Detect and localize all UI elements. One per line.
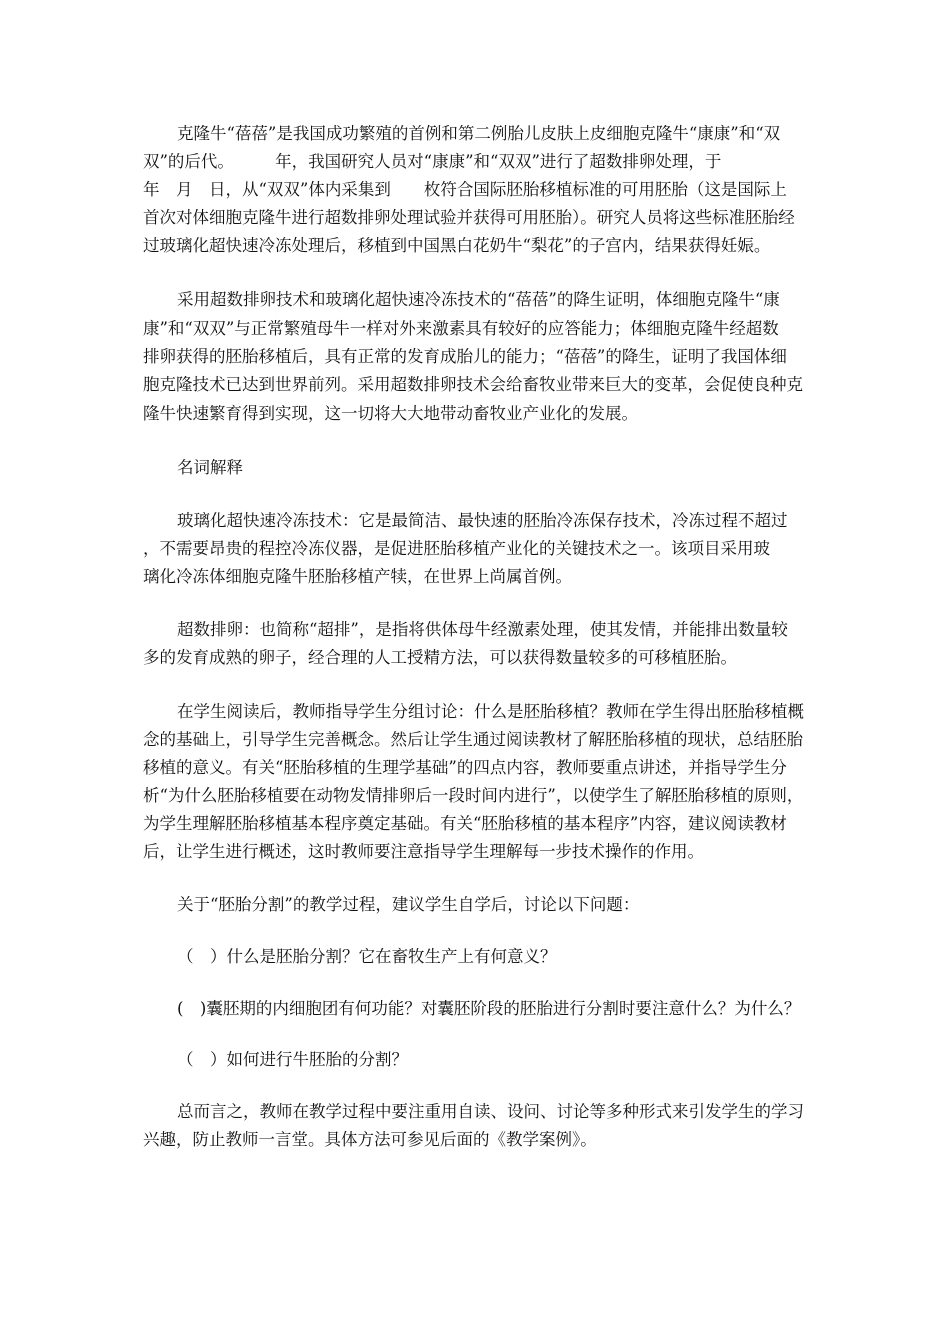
text-line: ，不需要昂贵的程控冷冻仪器，是促进胚胎移植产业化的关键技术之一。该项目采用玻 xyxy=(143,539,770,558)
paragraph-splitting-intro: 关于“胚胎分割”的教学过程，建议学生自学后，讨论以下问题： xyxy=(177,895,640,914)
text-line: 年 月 日，从“双双”体内采集到 枚符合国际胚胎移植标准的可用胚胎（这是国际上 xyxy=(143,180,787,199)
text-line: 后，让学生进行概述，这时教师要注意指导学生理解每一步技术操作的作用。 xyxy=(143,842,704,861)
text-line: 康”和“双双”与正常繁殖母牛一样对外来激素具有较好的应答能力；体细胞克隆牛经超数 xyxy=(143,319,779,338)
text-line: 总而言之，教师在教学过程中要注重用自读、设问、讨论等多种形式来引发学生的学习 xyxy=(177,1102,804,1121)
text-line: 超数排卵：也简称“超排”，是指将供体母牛经激素处理，使其发情，并能排出数量较 xyxy=(177,620,788,639)
text-line: 过玻璃化超快速冷冻处理后，移植到中国黑白花奶牛“梨花”的子宫内，结果获得妊娠。 xyxy=(143,236,771,255)
section-heading: 名词解释 xyxy=(177,458,243,477)
text-line: 采用超数排卵技术和玻璃化超快速冷冻技术的“蓓蓓”的降生证明，体细胞克隆牛“康 xyxy=(177,290,780,309)
text-line: 璃化冷冻体细胞克隆牛胚胎移植产犊，在世界上尚属首例。 xyxy=(143,567,572,586)
text-line: 析“为什么胚胎移植要在动物发情排卵后一段时间内进行”，以使学生了解胚胎移植的原则， xyxy=(143,786,804,805)
text-line: 移植的意义。有关“胚胎移植的生理学基础”的四点内容，教师要重点讲述，并指导学生分 xyxy=(143,758,787,777)
question-2: ( )囊胚期的内细胞团有何功能？对囊胚阶段的胚胎进行分割时要注意什么？为什么？ xyxy=(177,999,801,1018)
question-1: （ ）什么是胚胎分割？它在畜牧生产上有何意义？ xyxy=(177,947,557,966)
text-line: 兴趣，防止教师一言堂。具体方法可参见后面的《教学案例》。 xyxy=(143,1130,597,1149)
text-line: 双”的后代。 年，我国研究人员对“康康”和“双双”进行了超数排卵处理，于 xyxy=(143,152,722,171)
text-line: 克隆牛“蓓蓓”是我国成功繁殖的首例和第二例胎儿皮肤上皮细胞克隆牛“康康”和“双 xyxy=(177,124,781,143)
text-line: 隆牛快速繁育得到实现，这一切将大大地带动畜牧业产业化的发展。 xyxy=(143,404,638,423)
text-line: 为学生理解胚胎移植基本程序奠定基础。有关“胚胎移植的基本程序”内容，建议阅读教材 xyxy=(143,814,787,833)
text-line: 排卵获得的胚胎移植后，具有正常的发育成胎儿的能力；“蓓蓓”的降生，证明了我国体细 xyxy=(143,347,787,366)
text-line: 在学生阅读后，教师指导学生分组讨论：什么是胚胎移植？教师在学生得出胚胎移植概 xyxy=(177,702,804,721)
question-3: （ ）如何进行牛胚胎的分割？ xyxy=(177,1050,408,1069)
text-line: 多的发育成熟的卵子，经合理的人工授精方法，可以获得数量较多的可移植胚胎。 xyxy=(143,648,737,667)
text-line: 胞克隆技术已达到世界前列。采用超数排卵技术会给畜牧业带来巨大的变革，会促使良种克 xyxy=(143,375,803,394)
text-line: 念的基础上，引导学生完善概念。然后让学生通过阅读教材了解胚胎移植的现状，总结胚胎 xyxy=(143,730,803,749)
text-line: 首次对体细胞克隆牛进行超数排卵处理试验并获得可用胚胎）。研究人员将这些标准胚胎经 xyxy=(143,208,795,227)
text-line: 玻璃化超快速冷冻技术：它是最简洁、最快速的胚胎冷冻保存技术，冷冻过程不超过 xyxy=(177,511,788,530)
